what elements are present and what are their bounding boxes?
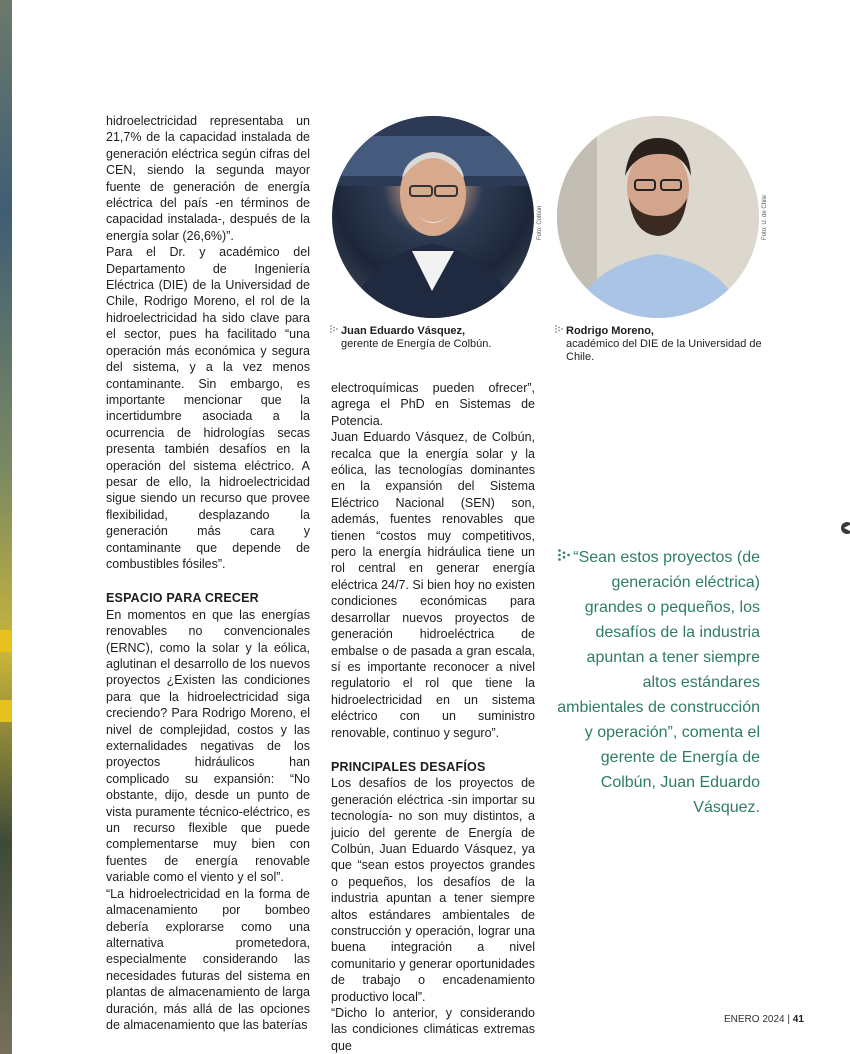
caption-role: académico del DIE de la Universidad de Chile. [566,338,762,363]
photo-caption-1 [330,325,530,351]
paragraph: hidroelectricidad representaba un 21,7% de la capacidad instalada de generación eléctrica según cifras del CEN, siendo la segunda mayor fuente de generación de energía eléctrica del país -en términos de capacidad instalada-, después de la energía solar (26,6%)”. [106,114,310,243]
caption-name: Juan Eduardo Vásquez, [341,325,466,337]
issue-date: ENERO 2024 [724,1014,785,1025]
caption-name: Rodrigo Moreno, [566,325,654,337]
paragraph: “Dicho lo anterior, y considerando las condiciones climáticas extremas que [331,1006,535,1053]
circle-arrow-icon[interactable]: ◀ [841,522,850,534]
dotted-triangle-icon [330,325,338,335]
article-column-2 [331,380,535,1054]
article-column-1 [106,113,310,1033]
section-heading: ESPACIO PARA CRECER [106,591,259,606]
paragraph: En momentos en que las energías renovables no convencionales (ERNC), como la solar y la eólica, aglutinan el desarrollo de los nuevos proyectos ¿Existen las condiciones para que la hidroelectricidad siga creciendo? Para Rodrigo Moreno, el nivel de complejidad, costos y las externalidades negativas de los proyectos hidráulicos han complicado su expansión: “No obstante, dijo, desde un punto de vista puramente técnico-eléctrico, es un recurso flexible que puede complementarse muy bien con fuentes de energía renovable variable como el viento y el sol”. [106,607,310,885]
paragraph: Para el Dr. y académico del Departamento de Ingeniería Eléctrica (DIE) de la Universidad de Chile, Rodrigo Moreno, el rol de la hidroelectricidad ha sido clave para el sector, pues ha facilitado “una operación más económica y segura del sistema, y a la vez menos contaminante. Sin embargo, es importante mencionar que la incertidumbre asociada a la ocurrencia de hidrologías secas presenta también desafíos en la operación del sistema eléctrico. A pesar de ello, la hidroelectricidad sigue siendo un recurso que provee flexibilidad, desplazando la generación más cara y contaminante que depende de combustibles fósiles”. [106,245,310,571]
portrait-juan-eduardo-vasquez [332,116,534,318]
page-number: 41 [792,1014,804,1025]
paragraph: Los desafíos de los proyectos de generación eléctrica -sin importar su tecnología- no son muy distintos, a juicio del gerente de Energía de Colbún, Juan Eduardo Vásquez, ya que “sean estos proyectos grandes o pequeños, los desafíos de la industria apuntan a tener siempre altos estándares ambientales de construcción y operación, lograr una buena integración a nivel comunitario y generar oportunidades de trabajo o encadenamiento productivo local”. [331,776,535,1004]
dotted-triangle-icon [555,325,563,335]
dotted-triangle-icon [558,549,571,563]
yellow-stripe [0,630,12,652]
yellow-stripe [0,700,12,722]
photo-caption-2 [555,325,765,364]
photo-credit: Foto: U. de Chile [762,194,768,240]
page-footer [724,1014,804,1025]
paragraph: electroquímicas pueden ofrecer”, agrega el PhD en Sistemas de Potencia. [331,381,535,428]
paragraph: Juan Eduardo Vásquez, de Colbún, recalca que la energía solar y la eólica, las tecnologías dominantes en la expansión del Sistema Eléctrico Nacional (SEN) son, además, fuentes renovables que tienen “costos muy competitivos, pero la energía hidráulica tiene un rol central en generar energía eléctrica 24/7. Si bien hoy no existen condiciones económicas para desarrollar nuevos proyectos de generación hidroeléctrica de embalse o de pasada a gran escala, sí es importante reconocer a nivel regulatorio el rol que tiene la hidroelectricidad en un sistema eléctrico con un suministro renovable, continuo y seguro”. [331,430,535,740]
footer-separator: | [787,1014,790,1025]
paragraph: “La hidroelectricidad en la forma de almacenamiento por bombeo debería explorarse como una alternativa prometedora, especialmente considerando las necesidades futuras del sistema en plantas de almacenamiento de larga duración, más allá de las opciones de almacenamiento que las baterías [106,886,310,1032]
portrait-illustration [557,116,759,318]
page-edge-photo-strip [0,0,12,1054]
portrait-rodrigo-moreno [557,116,759,318]
photo-credit: Foto: Colbún [537,205,543,240]
portrait-illustration [332,116,534,318]
section-heading: PRINCIPALES DESAFÍOS [331,759,486,774]
pull-quote [555,545,760,820]
pull-quote-text: “Sean estos proyectos (de generación eléctrica) grandes o pequeños, los desafíos de la industria apuntan a tener siempre altos estándares ambientales de construcción y operación”, comenta el gerente de Energía de Colbún, Juan Eduardo Vásquez. [557,549,760,816]
caption-role: gerente de Energía de Colbún. [341,338,492,350]
